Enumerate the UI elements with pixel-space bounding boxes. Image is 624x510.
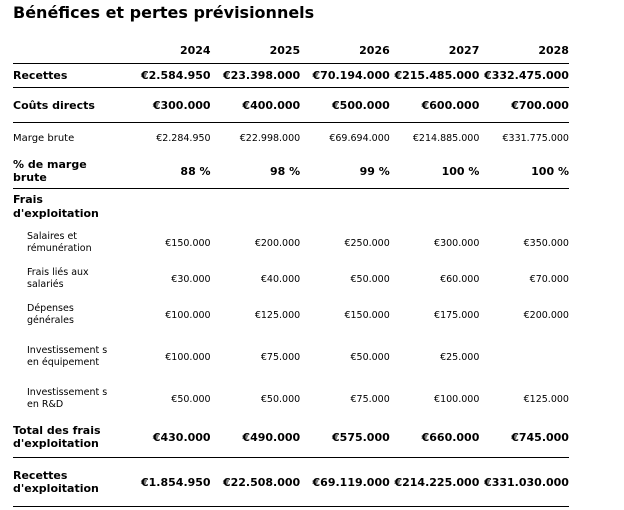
- year-header-row: [13, 38, 569, 64]
- value-cell: €69.119.000: [312, 475, 390, 489]
- value-cell: €100.000: [165, 309, 211, 321]
- value-cell: €125.000: [254, 309, 301, 321]
- value-cell: €700.000: [511, 98, 569, 112]
- row-label: Dépenses générales: [27, 303, 74, 326]
- value-cell: 100 %: [441, 164, 480, 178]
- value-cell: €75.000: [350, 393, 390, 405]
- row-frais-salaries: [13, 261, 569, 297]
- year-header: 2026: [359, 44, 390, 57]
- value-cell: €400.000: [242, 98, 301, 112]
- value-cell: €490.000: [242, 430, 301, 444]
- value-cell: €23.398.000: [222, 69, 301, 82]
- value-cell: 98 %: [270, 164, 301, 178]
- value-cell: €125.000: [523, 393, 569, 405]
- year-header: 2024: [179, 44, 211, 57]
- value-cell: €332.475.000: [484, 69, 569, 82]
- value-cell: €200.000: [254, 237, 301, 249]
- year-header: 2027: [448, 44, 480, 57]
- value-cell: €331.775.000: [502, 133, 569, 144]
- value-cell: €331.030.000: [484, 475, 569, 489]
- value-cell: €575.000: [332, 430, 390, 444]
- value-cell: €300.000: [152, 98, 211, 112]
- value-cell: €60.000: [440, 273, 480, 285]
- value-cell: €70.000: [529, 273, 569, 285]
- value-cell: €350.000: [523, 237, 569, 249]
- value-cell: €50.000: [350, 273, 390, 285]
- value-cell: €22.508.000: [222, 475, 301, 489]
- row-recettes-exploitation: [13, 458, 569, 507]
- row-pct-marge: [13, 154, 569, 189]
- row-label: Coûts directs: [13, 98, 95, 112]
- value-cell: €175.000: [434, 309, 480, 321]
- value-cell: €22.998.000: [239, 133, 301, 144]
- value-cell: €25.000: [440, 351, 480, 363]
- value-cell: €150.000: [344, 309, 390, 321]
- row-label: Recettes d'exploitation: [13, 469, 99, 495]
- value-cell: €50.000: [350, 351, 390, 363]
- value-cell: €430.000: [152, 430, 211, 444]
- value-cell: €1.854.950: [141, 475, 211, 489]
- row-depenses-generales: [13, 297, 569, 333]
- value-cell: €500.000: [332, 98, 390, 112]
- row-investissements-equipement: [13, 333, 569, 381]
- row-total-frais: [13, 417, 569, 458]
- value-cell: 100 %: [531, 164, 569, 178]
- value-cell: 99 %: [359, 164, 390, 178]
- value-cell: €40.000: [260, 273, 301, 285]
- value-cell: €214.885.000: [412, 133, 480, 144]
- year-header: 2028: [538, 44, 569, 57]
- value-cell: €600.000: [421, 98, 480, 112]
- value-cell: €100.000: [165, 351, 211, 363]
- value-cell: €50.000: [260, 393, 301, 405]
- value-cell: €2.284.950: [156, 133, 211, 144]
- value-cell: €300.000: [434, 237, 480, 249]
- section-label: Frais d'exploitation: [13, 193, 99, 220]
- row-label: Investissement s en équipement: [27, 345, 108, 368]
- row-salaires: [13, 225, 569, 261]
- value-cell: €215.485.000: [394, 69, 480, 82]
- row-recettes: [13, 64, 569, 88]
- row-label: Frais liés aux salariés: [27, 267, 89, 290]
- value-cell: €150.000: [165, 237, 211, 249]
- row-marge-brute: [13, 123, 569, 154]
- value-cell: €660.000: [421, 430, 480, 444]
- value-cell: €75.000: [260, 351, 301, 363]
- row-label: Investissement s en R&D: [27, 387, 108, 410]
- row-frais-section: [13, 189, 569, 225]
- row-label: Salaires et rémunération: [27, 231, 92, 254]
- row-label: % de marge brute: [13, 158, 87, 184]
- row-couts-directs: [13, 88, 569, 123]
- row-label: Total des frais d'exploitation: [13, 424, 101, 450]
- profit-loss-table: [13, 38, 569, 507]
- row-label: Recettes: [13, 69, 68, 82]
- row-label: Marge brute: [13, 133, 75, 144]
- value-cell: €30.000: [171, 273, 211, 285]
- value-cell: €214.225.000: [394, 475, 480, 489]
- value-cell: €100.000: [434, 393, 480, 405]
- year-header: 2025: [269, 44, 301, 57]
- value-cell: €250.000: [344, 237, 390, 249]
- value-cell: €50.000: [171, 393, 211, 405]
- value-cell: 88 %: [180, 164, 211, 178]
- value-cell: €745.000: [511, 430, 569, 444]
- value-cell: €200.000: [523, 309, 569, 321]
- row-investissements-rd: [13, 381, 569, 417]
- value-cell: €2.584.950: [141, 69, 211, 82]
- value-cell: €69.694.000: [329, 133, 390, 144]
- value-cell: €70.194.000: [312, 69, 390, 82]
- page-title: Bénéfices et pertes prévisionnels: [13, 3, 315, 22]
